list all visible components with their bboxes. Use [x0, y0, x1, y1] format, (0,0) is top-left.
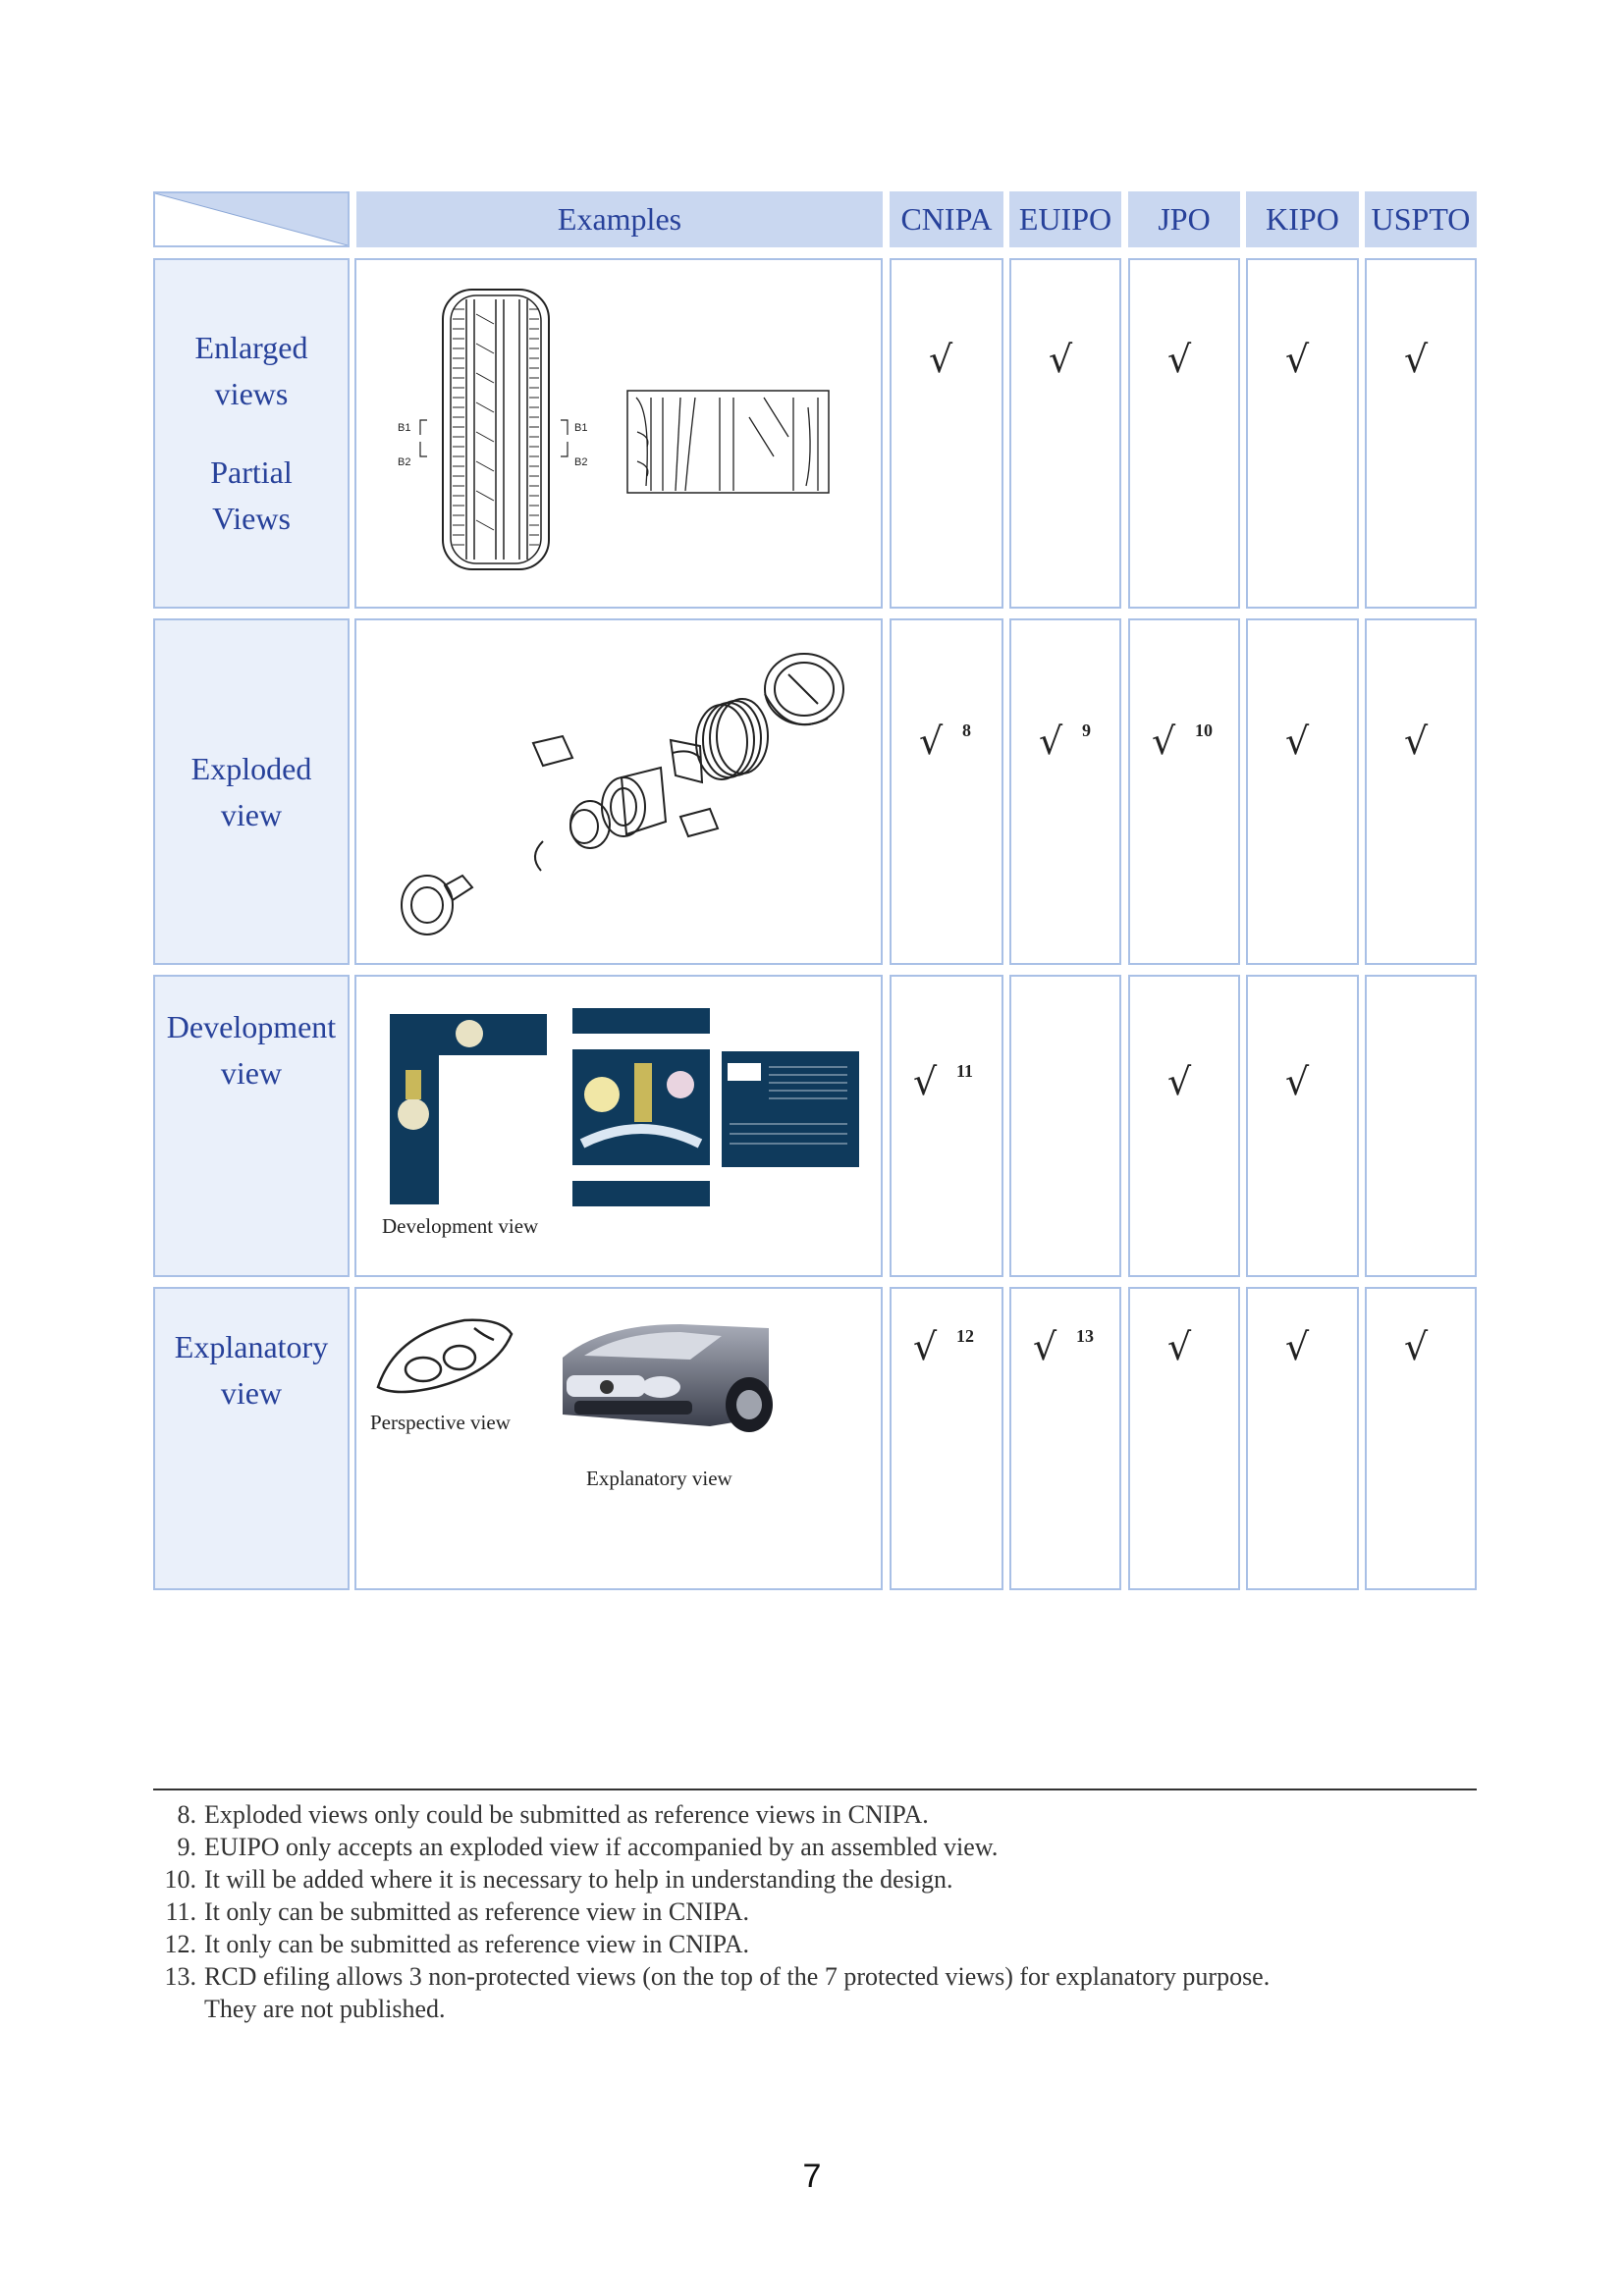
example-cell-exploded [354, 618, 883, 965]
row-label-line: Exploded [190, 750, 312, 786]
cell-jpo-development [1128, 975, 1240, 1277]
header-kipo: KIPO [1246, 191, 1359, 247]
header-uspto: USPTO [1365, 191, 1477, 247]
footnote [153, 1798, 1477, 1831]
cell-euipo-development [1009, 975, 1121, 1277]
header-cnipa: CNIPA [890, 191, 1003, 247]
footnote-ref: 10 [1195, 721, 1213, 740]
tire-label-b2-left: B2 [398, 456, 411, 468]
row-label-enlarged-partial [153, 258, 350, 609]
footnote-ref: 9 [1082, 721, 1091, 740]
row-label-explanatory [153, 1287, 350, 1590]
explanatory-view-caption: Explanatory view [586, 1467, 732, 1490]
check-mark: √ [1167, 1060, 1192, 1103]
footnote-text: It will be added where it is necessary to help in understanding the design. [204, 1865, 953, 1894]
cell-kipo-development [1246, 975, 1359, 1277]
cell-cnipa-exploded [890, 618, 1003, 965]
cell-jpo-exploded [1128, 618, 1240, 965]
check-mark: √ [1404, 720, 1429, 763]
tire-label-b2-right: B2 [574, 456, 588, 468]
footnote-ref: 13 [1076, 1326, 1094, 1346]
footnote [153, 1928, 1477, 1960]
cell-uspto-development [1365, 975, 1477, 1277]
cell-uspto-enlarged [1365, 258, 1477, 609]
footnote-text: It only can be submitted as reference view in CNIPA. [204, 1897, 750, 1926]
row-label-line: views [214, 376, 289, 411]
check-mark: √ [1167, 338, 1192, 381]
example-cell-development [354, 975, 883, 1277]
footnote-text: RCD efiling allows 3 non-protected views (on the top of the 7 protected views) for explanatory purpose. [204, 1962, 1271, 1991]
page-number: 7 [802, 2158, 822, 2195]
tire-drawing [356, 260, 883, 609]
footnote-number: 11. [165, 1897, 196, 1926]
cell-cnipa-explanatory [890, 1287, 1003, 1590]
cell-euipo-exploded [1009, 618, 1121, 965]
footnote-number: 9. [177, 1833, 196, 1861]
row-label-line: Explanatory [174, 1329, 329, 1364]
footnote-number [153, 1993, 204, 2025]
cell-euipo-enlarged [1009, 258, 1121, 609]
cell-kipo-exploded [1246, 618, 1359, 965]
check-mark: √ [929, 338, 953, 381]
check-mark: √ [1152, 720, 1176, 763]
check-mark: √ [1285, 1325, 1310, 1368]
check-mark: √ [913, 1325, 938, 1368]
check-mark: √ [1049, 338, 1073, 381]
exploded-assembly-drawing [356, 620, 883, 965]
check-mark: √ [1285, 1060, 1310, 1103]
row-label-development [153, 975, 350, 1277]
example-cell-explanatory [354, 1287, 883, 1590]
footnote [153, 1831, 1477, 1863]
header-jpo: JPO [1128, 191, 1240, 247]
row-label-line: view [220, 1055, 283, 1091]
footnote-number: 8. [177, 1800, 196, 1829]
check-mark: √ [1039, 720, 1063, 763]
cell-cnipa-enlarged [890, 258, 1003, 609]
corner-diagonal [155, 193, 348, 245]
footnote-ref: 12 [956, 1326, 974, 1346]
header-examples: Examples [356, 191, 883, 247]
cell-kipo-explanatory [1246, 1287, 1359, 1590]
footnote-ref: 11 [956, 1061, 974, 1081]
example-cell-enlarged [354, 258, 883, 609]
row-label-line: Enlarged [194, 330, 308, 365]
row-label-line: Views [212, 501, 291, 536]
footnote-text: EUIPO only accepts an exploded view if accompanied by an assembled view. [204, 1833, 999, 1861]
tire-label-b1-right: B1 [574, 422, 588, 434]
footnote-text: Exploded views only could be submitted as reference views in CNIPA. [204, 1800, 929, 1829]
row-label-line: view [220, 1375, 283, 1411]
cell-euipo-explanatory [1009, 1287, 1121, 1590]
check-mark: √ [919, 720, 944, 763]
footnote-continuation [153, 1993, 1477, 2025]
check-mark: √ [1285, 720, 1310, 763]
corner-cell [153, 191, 350, 247]
tire-label-b1-left: B1 [398, 422, 411, 434]
footnote [153, 1960, 1477, 1993]
row-label-exploded [153, 618, 350, 965]
footnote-text: It only can be submitted as reference view in CNIPA. [204, 1930, 750, 1958]
check-mark: √ [1167, 1325, 1192, 1368]
development-view-caption: Development view [382, 1214, 539, 1238]
cell-jpo-explanatory [1128, 1287, 1240, 1590]
header-euipo: EUIPO [1009, 191, 1121, 247]
footnote [153, 1896, 1477, 1928]
row-label-line: Partial [210, 454, 293, 490]
car-drawing [356, 1289, 883, 1590]
check-mark: √ [1285, 338, 1310, 381]
footnote-number: 12. [164, 1930, 196, 1958]
row-label-line: view [220, 796, 283, 832]
cell-uspto-explanatory [1365, 1287, 1477, 1590]
cell-cnipa-development [890, 975, 1003, 1277]
footnote-number: 10. [164, 1865, 196, 1894]
check-mark: √ [1404, 338, 1429, 381]
check-mark: √ [1033, 1325, 1057, 1368]
perspective-view-caption: Perspective view [370, 1411, 511, 1434]
cell-jpo-enlarged [1128, 258, 1240, 609]
footnote-ref: 8 [962, 721, 971, 740]
cell-kipo-enlarged [1246, 258, 1359, 609]
footnotes [153, 1789, 1477, 2025]
footnote [153, 1863, 1477, 1896]
footnote-text: They are not published. [204, 1995, 446, 2023]
check-mark: √ [913, 1060, 938, 1103]
row-label-line: Development [166, 1009, 337, 1044]
footnote-number: 13. [164, 1962, 196, 1991]
check-mark: √ [1404, 1325, 1429, 1368]
cell-uspto-exploded [1365, 618, 1477, 965]
